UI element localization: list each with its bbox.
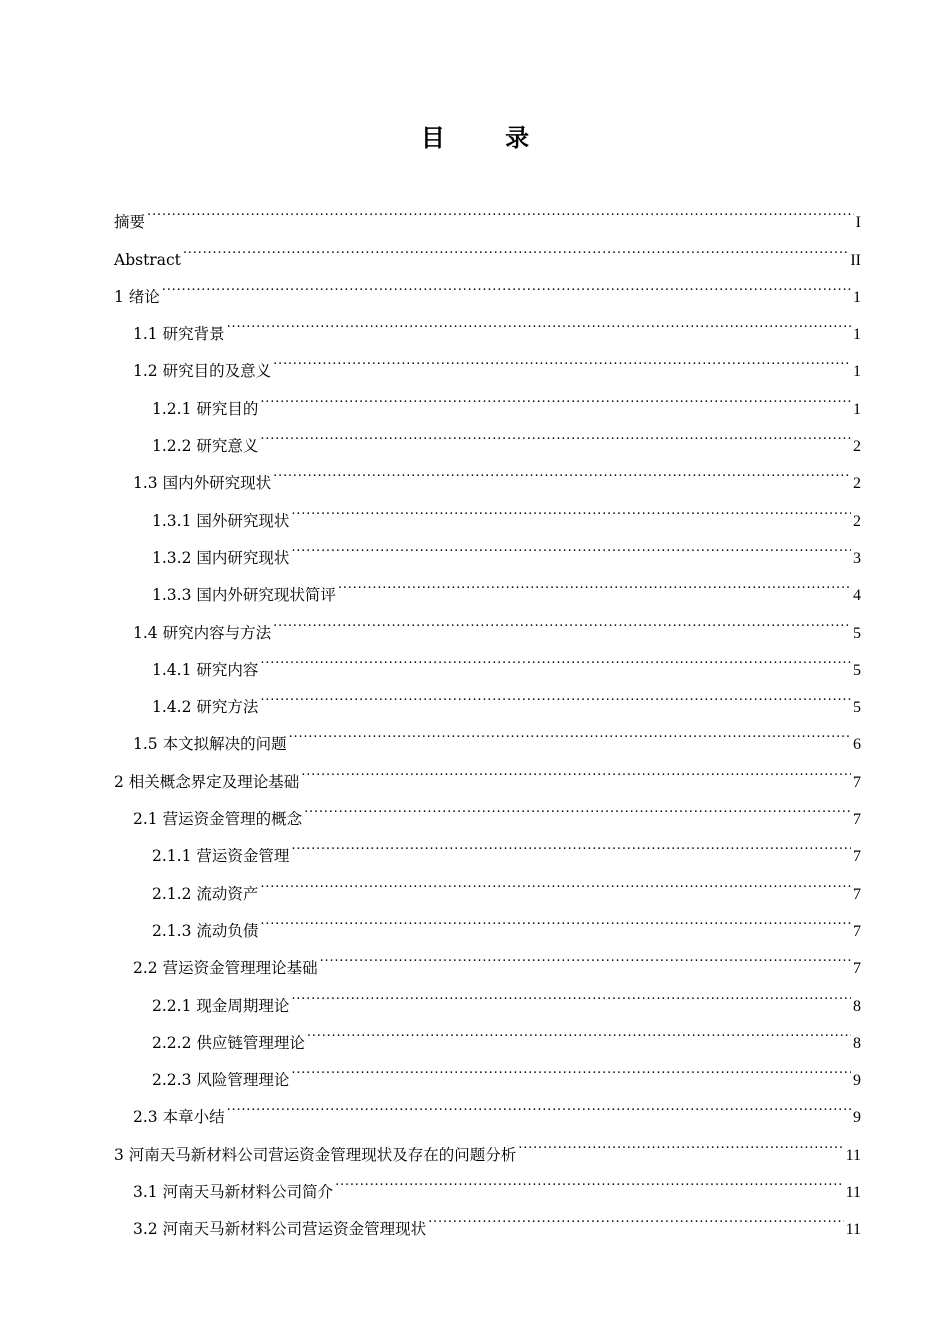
toc-entry-label: 2.2.1 现金周期理论 [152,996,290,1015]
toc-entry-page-number: 5 [853,699,861,717]
toc-entry-page-number: 5 [853,661,861,679]
toc-entry[interactable] [114,1122,861,1164]
toc-dot-leader [227,1085,851,1122]
toc-entry-label: 1.1 研究背景 [133,325,225,344]
toc-entry-label: 2.2.2 供应链管理理论 [152,1033,305,1052]
toc-entry-page-number: 7 [853,885,861,903]
toc-entry-page-number: II [850,251,861,269]
toc-dot-leader [260,376,851,413]
toc-entry-label: 2.2.3 风险管理理论 [152,1071,290,1090]
toc-entry-label: 1.2.2 研究意义 [152,437,259,456]
toc-entry-page-number: 4 [853,587,861,605]
toc-dot-leader [183,227,848,264]
toc-dot-leader [227,302,851,339]
toc-entry-page-number: 7 [853,773,861,791]
toc-dot-leader [260,414,851,451]
toc-entry-label: 2.3 本章小结 [133,1108,225,1127]
toc-entry-page-number: 11 [845,1146,861,1164]
toc-dot-leader [147,190,854,227]
toc-entry-page-number: 1 [853,363,861,381]
toc-entry-label: 2.1 营运资金管理的概念 [133,810,303,829]
toc-entry-label: 3.1 河南天马新材料公司简介 [133,1183,334,1202]
toc-entry-label: 1.3.1 国外研究现状 [152,511,290,530]
toc-entry-page-number: 11 [845,1184,861,1202]
toc-entry-label: 1.4.2 研究方法 [152,698,259,717]
toc-dot-leader [273,600,851,637]
toc-entry-page-number: 2 [853,512,861,530]
toc-entry-label: 3 河南天马新材料公司营运资金管理现状及存在的问题分析 [114,1145,517,1164]
toc-dot-leader [320,936,851,973]
toc-entry-page-number: 9 [853,1109,861,1127]
toc-entry-label: 2 相关概念界定及理论基础 [114,772,300,791]
toc-entry-page-number: 1 [853,400,861,418]
toc-dot-leader [301,749,851,786]
toc-entry-label: 1.3.2 国内研究现状 [152,548,290,567]
toc-dot-leader [273,339,851,376]
toc-dot-leader [335,1160,844,1197]
toc-entry-label: 2.1.2 流动资产 [152,884,259,903]
toc-entry-page-number: 8 [853,997,861,1015]
toc-entry[interactable] [114,190,861,232]
toc-entry-page-number: 7 [853,960,861,978]
toc-entry-label: 1.5 本文拟解决的问题 [133,735,287,754]
toc-entry-page-number: 7 [853,811,861,829]
toc-dot-leader [260,899,851,936]
toc-entry-page-number: 2 [853,475,861,493]
toc-entry-label: Abstract [114,250,181,269]
toc-entry-label: 1.4.1 研究内容 [152,660,259,679]
toc-dot-leader [291,824,851,861]
toc-entry-page-number: 7 [853,922,861,940]
toc-dot-leader [304,787,851,824]
toc-entry-label: 1.2 研究目的及意义 [133,362,272,381]
toc-dot-leader [518,1122,843,1159]
toc-entry-label: 1 绪论 [114,287,160,306]
toc-entry-label: 1.2.1 研究目的 [152,399,259,418]
toc-entry-page-number: 7 [853,848,861,866]
toc-entry-page-number: 1 [853,288,861,306]
toc-dot-leader [162,265,851,302]
toc-dot-leader [307,1011,851,1048]
toc-entry[interactable] [114,339,861,381]
toc-entry-page-number: 11 [845,1221,861,1239]
toc-entry-label: 摘要 [114,213,146,232]
toc-dot-leader [291,973,851,1010]
toc-entry-page-number: 5 [853,624,861,642]
toc-entry-page-number: 6 [853,736,861,754]
toc-entry-label: 3.2 河南天马新材料公司营运资金管理现状 [133,1220,427,1239]
toc-entry-page-number: 2 [853,438,861,456]
toc-entry[interactable] [114,302,861,344]
toc-dot-leader [260,675,851,712]
toc-entry-page-number: I [855,214,861,232]
toc-entry-page-number: 9 [853,1072,861,1090]
toc-entry-label: 2.2 营运资金管理理论基础 [133,959,318,978]
toc-entry-page-number: 8 [853,1034,861,1052]
toc-dot-leader [289,712,851,749]
toc-dot-leader [291,526,851,563]
toc-entry-label: 1.3 国内外研究现状 [133,474,272,493]
toc-dot-leader [291,1048,851,1085]
toc-title: 目 录 [420,124,556,152]
toc-entry-label: 1.3.3 国内外研究现状简评 [152,586,336,605]
toc-entry-label: 2.1.1 营运资金管理 [152,847,290,866]
toc-entry-label: 2.1.3 流动负债 [152,921,259,940]
toc-dot-leader [260,861,851,898]
toc-entry[interactable] [114,227,861,269]
toc-entry[interactable] [114,265,861,306]
toc-dot-leader [291,488,851,525]
toc-dot-leader [273,451,851,488]
toc-entry-page-number: 1 [853,326,861,344]
toc-entry-label: 1.4 研究内容与方法 [133,623,272,642]
toc-entry[interactable] [114,1085,861,1127]
toc-dot-leader [338,563,851,600]
toc-entry-page-number: 3 [853,549,861,567]
toc-dot-leader [428,1197,844,1234]
toc-dot-leader [260,638,851,675]
toc-list [114,190,861,1239]
